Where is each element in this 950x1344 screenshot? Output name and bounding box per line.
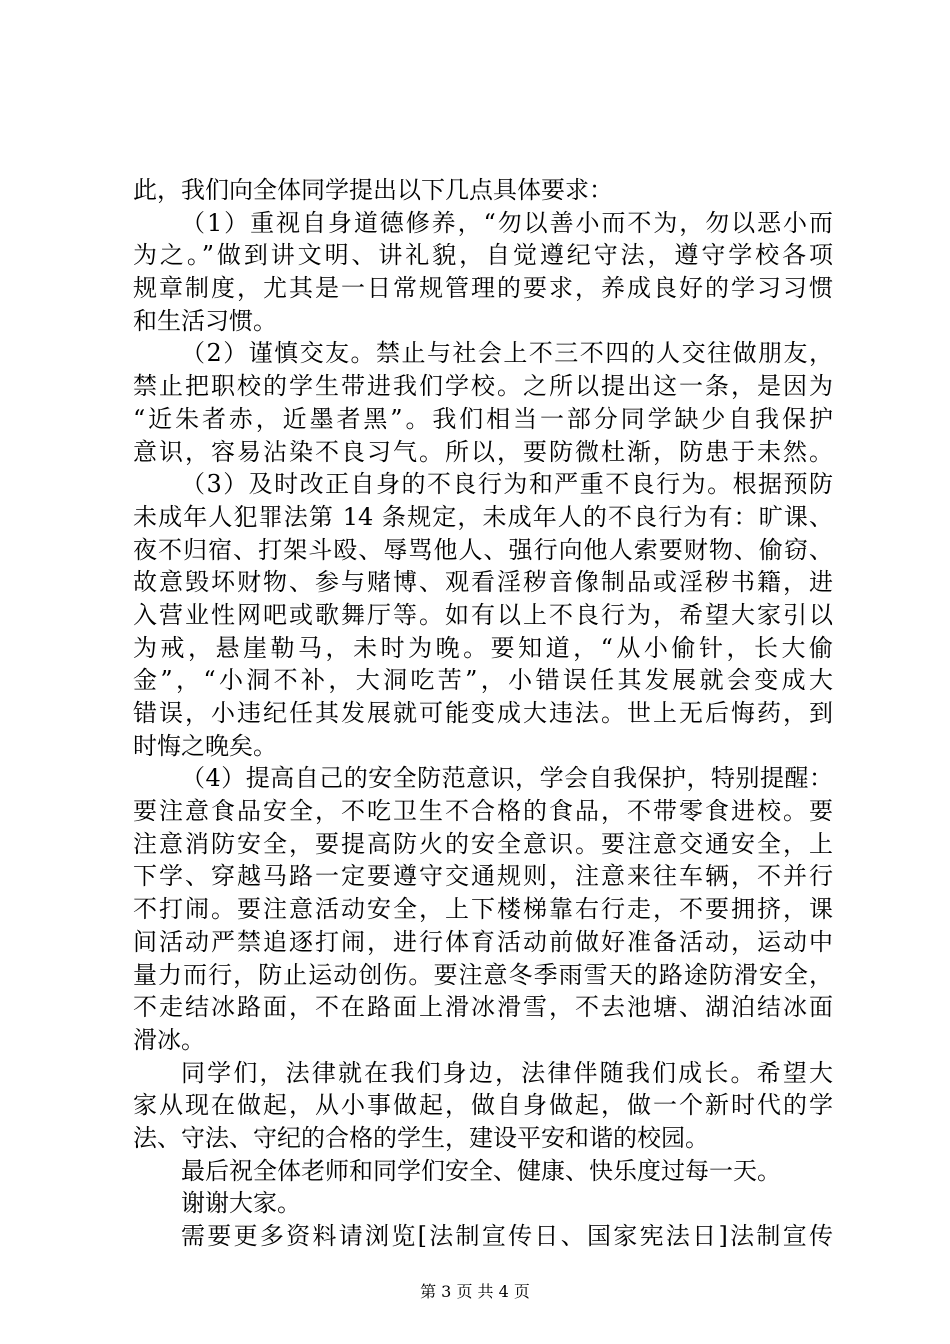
text-line: 最后祝全体老师和同学们安全、健康、快乐度过每一天。 <box>181 1156 781 1185</box>
text-line: （2）谨慎交友。禁止与社会上不三不四的人交往做朋友， <box>181 339 833 368</box>
text-line: 入营业性网吧或歌舞厅等。如有以上不良行为，希望大家引以 <box>133 600 833 629</box>
text-line: 同学们，法律就在我们身边，法律伴随我们成长。希望大 <box>181 1058 833 1087</box>
text-line: 谢谢大家。 <box>181 1189 301 1218</box>
text-line: 不打闹。要注意活动安全，上下楼梯靠右行走，不要拥挤，课 <box>133 895 833 924</box>
text-line: 家从现在做起，从小事做起，做自身做起，做一个新时代的学 <box>133 1091 833 1120</box>
body-text <box>133 174 833 1253</box>
text-line: 禁止把职校的学生带进我们学校。之所以提出这一条，是因为 <box>133 372 833 401</box>
text-line: （3）及时改正自身的不良行为和严重不良行为。根据预防 <box>181 470 833 499</box>
text-line: 和生活习惯。 <box>133 306 277 335</box>
text-line: 量力而行，防止运动创伤。要注意冬季雨雪天的路途防滑安全， <box>133 960 833 989</box>
text-line: 意识，容易沾染不良习气。所以，要防微杜渐，防患于未然。 <box>133 437 833 466</box>
text-line: 时悔之晚矣。 <box>133 731 277 760</box>
text-line: 为之。”做到讲文明、讲礼貌，自觉遵纪守法，遵守学校各项 <box>133 241 833 270</box>
text-line: 夜不归宿、打架斗殴、辱骂他人、强行向他人索要财物、偷窃、 <box>133 535 833 564</box>
text-line: 要注意食品安全，不吃卫生不合格的食品，不带零食进校。要 <box>133 797 833 826</box>
text-line: 不走结冰路面，不在路面上滑冰滑雪，不去池塘、湖泊结冰面 <box>133 993 833 1022</box>
text-line: “近朱者赤，近墨者黑”。我们相当一部分同学缺少自我保护 <box>133 404 833 433</box>
text-line: 下学、穿越马路一定要遵守交通规则，注意来往车辆，不并行 <box>133 862 833 891</box>
text-line: 需要更多资料请浏览[法制宣传日、国家宪法日]法制宣传 <box>181 1222 833 1250</box>
text-line: 故意毁坏财物、参与赌博、观看淫秽音像制品或淫秽书籍，进 <box>133 568 833 597</box>
text-line: 为戒，悬崖勒马，未时为晚。要知道，“从小偷针，长大偷 <box>133 633 833 662</box>
page-footer: 第 3 页 共 4 页 <box>420 1282 530 1301</box>
text-line: 此，我们向全体同学提出以下几点具体要求： <box>133 176 613 204</box>
text-line: 错误，小违纪任其发展就可能变成大违法。世上无后悔药，到 <box>133 699 833 727</box>
text-line: 金”，“小洞不补，大洞吃苦”，小错误任其发展就会变成大 <box>133 666 833 695</box>
text-line: （4）提高自己的安全防范意识，学会自我保护，特别提醒： <box>181 764 833 793</box>
text-line: 滑冰。 <box>133 1025 205 1054</box>
text-line: 未成年人犯罪法第 14 条规定，未成年人的不良行为有：旷课、 <box>133 502 833 531</box>
text-line: 注意消防安全，要提高防火的安全意识。要注意交通安全，上 <box>133 829 833 858</box>
text-line: 规章制度，尤其是一日常规管理的要求，养成良好的学习习惯 <box>133 274 833 303</box>
text-line: 法、守法、守纪的合格的学生，建设平安和谐的校园。 <box>133 1123 709 1152</box>
text-line: 间活动严禁追逐打闹，进行体育活动前做好准备活动，运动中 <box>133 927 833 956</box>
text-line: （1）重视自身道德修养，“勿以善小而不为，勿以恶小而 <box>181 208 833 237</box>
